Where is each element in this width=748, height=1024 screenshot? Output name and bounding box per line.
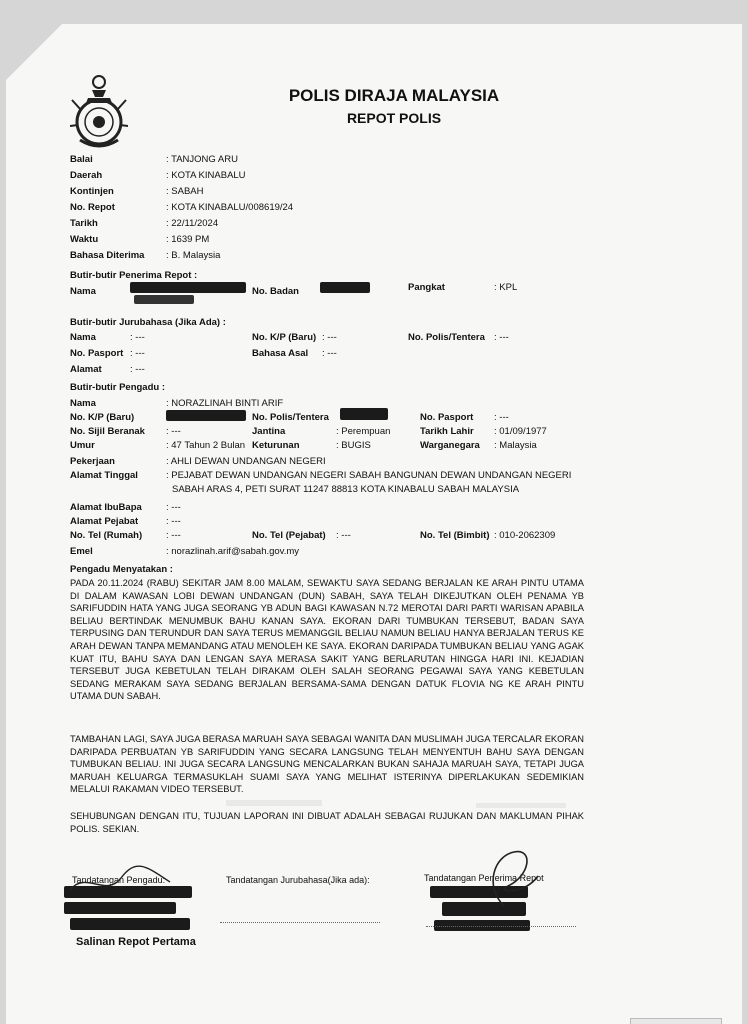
label-pekerjaan: Pekerjaan <box>70 456 115 467</box>
value-juru-pasport: : --- <box>130 348 145 359</box>
signature-penerima-scribble <box>464 846 544 910</box>
value-keturunan: : BUGIS <box>336 440 371 451</box>
value-balai: : TANJONG ARU <box>166 154 238 165</box>
label-alamat-tinggal: Alamat Tinggal <box>70 470 138 481</box>
value-bahasa: : B. Malaysia <box>166 250 221 261</box>
value-tarikh: : 22/11/2024 <box>166 218 219 229</box>
label-jantina: Jantina <box>252 426 286 437</box>
label-keturunan: Keturunan <box>252 440 300 451</box>
section-pengadu: Butir-butir Pengadu : <box>70 382 165 393</box>
value-juru-bahasa: : --- <box>322 348 337 359</box>
value-alamat-ibubapa: : --- <box>166 502 181 513</box>
label-tel-pejabat: No. Tel (Pejabat) <box>252 530 326 541</box>
label-juru-pasport: No. Pasport <box>70 348 124 359</box>
section-penerima: Butir-butir Penerima Repot : <box>70 270 198 281</box>
value-alamat-tinggal-1: : PEJABAT DEWAN UNDANGAN NEGERI SABAH BANGUNAN DEWAN UNDANGAN NEGERI <box>166 470 572 481</box>
label-tarikh: Tarikh <box>70 218 98 229</box>
label-sijil: No. Sijil Beranak <box>70 426 145 437</box>
label-waktu: Waktu <box>70 234 99 245</box>
sig-label-penerima: Tandatangan Penerima Repot <box>424 873 544 883</box>
statement-paragraph-2: TAMBAHAN LAGI, SAYA JUGA BERASA MARUAH SAYA SEBAGAI WANITA DAN MUSLIMAH JUGA TERCALAR EKORAN DARIPADA PERBUATAN YB SARIFUDDIN YANG SECARA LANGSUNG TELAH MENYENTUH BAHU SAYA DENGAN TUMBUKAN BELIAU. INI JUGA SECARA LANGSUNG MENCALARKAN BUKAN SAHAJA MARUAH SAYA, TETAPI JUGA MARUAH KELUARGA TERMASUKLAH SUAMI SAYA YANG MELIHAT ISTERINYA DIPERLAKUKAN SEDEMIKIAN MELALUI RAKAMAN VIDEO TERSEBUT. <box>70 734 584 795</box>
redacted-signature-pengadu <box>64 902 176 914</box>
folded-corner <box>6 24 62 80</box>
label-juru-kp: No. K/P (Baru) <box>252 332 317 343</box>
value-tel-bimbit: : 010-2062309 <box>494 530 556 541</box>
signature-pengadu-scribble <box>66 860 176 900</box>
report-page <box>6 24 742 1024</box>
label-pengadu-polis: No. Polis/Tentera <box>252 412 329 423</box>
page-edge-tab <box>630 1018 722 1024</box>
redacted-badge <box>320 282 370 293</box>
value-waktu: : 1639 PM <box>166 234 210 245</box>
redacted-name <box>130 282 246 293</box>
label-pengadu-pasport: No. Pasport <box>420 412 474 423</box>
label-pangkat: Pangkat <box>408 282 445 293</box>
redacted-ic <box>166 410 246 421</box>
signature-line-penerima <box>426 926 576 927</box>
value-alamat-pejabat: : --- <box>166 516 181 527</box>
label-umur: Umur <box>70 440 95 451</box>
label-pengadu-kp: No. K/P (Baru) <box>70 412 135 423</box>
label-no-badan: No. Badan <box>252 286 299 297</box>
label-tel-rumah: No. Tel (Rumah) <box>70 530 143 541</box>
value-juru-alamat: : --- <box>130 364 145 375</box>
value-tel-rumah: : --- <box>166 530 181 541</box>
value-umur: : 47 Tahun 2 Bulan <box>166 440 246 451</box>
label-balai: Balai <box>70 154 93 165</box>
value-pekerjaan: : AHLI DEWAN UNDANGAN NEGERI <box>166 456 326 467</box>
value-kontinjen: : SABAH <box>166 186 204 197</box>
redacted-signature-pengadu <box>70 918 190 930</box>
label-tarikh-lahir: Tarikh Lahir <box>420 426 474 437</box>
signature-line-jurubahasa <box>220 922 380 923</box>
redacted-polis <box>340 408 388 420</box>
label-juru-alamat: Alamat <box>70 364 102 375</box>
label-penerima-nama: Nama <box>70 286 96 297</box>
label-kontinjen: Kontinjen <box>70 186 114 197</box>
section-menyatakan: Pengadu Menyatakan : <box>70 564 173 575</box>
label-juru-bahasa: Bahasa Asal <box>252 348 309 359</box>
bleed-through-mark <box>476 803 566 808</box>
value-juru-nama: : --- <box>130 332 145 343</box>
org-title: POLIS DIRAJA MALAYSIA <box>288 86 500 105</box>
footer-salinan: Salinan Repot Pertama <box>76 936 196 948</box>
value-no-repot: : KOTA KINABALU/008619/24 <box>166 202 294 213</box>
label-juru-polis: No. Polis/Tentera <box>408 332 485 343</box>
label-alamat-ibubapa: Alamat IbuBapa <box>70 502 142 513</box>
label-juru-nama: Nama <box>70 332 96 343</box>
value-juru-polis: : --- <box>494 332 509 343</box>
redacted-name-2 <box>134 295 194 304</box>
value-tarikh-lahir: : 01/09/1977 <box>494 426 547 437</box>
label-emel: Emel <box>70 546 93 557</box>
value-jantina: : Perempuan <box>336 426 391 437</box>
value-pengadu-pasport: : --- <box>494 412 509 423</box>
police-crest-logo <box>70 70 128 148</box>
label-tel-bimbit: No. Tel (Bimbit) <box>420 530 490 541</box>
label-pengadu-nama: Nama <box>70 398 96 409</box>
value-pangkat: : KPL <box>494 282 518 293</box>
value-sijil: : --- <box>166 426 181 437</box>
bleed-through-mark <box>226 800 322 806</box>
statement-paragraph-1: PADA 20.11.2024 (RABU) SEKITAR JAM 8.00 MALAM, SEWAKTU SAYA SEDANG BERJALAN KE ARAH PINTU UTAMA DI DALAM KAWASAN LOBI DEWAN UNDANGAN (DUN) SABAH, SAYA TELAH DIKEJUTKAN OLEH PENAMA YB SARIFUDDIN HATA YANG JUGA SEORANG YB ADUN BAGI KAWASAN N.72 MEROTAI DARI PARTI WARISAN APABILA BELIAU BERTINDAK MENUMBUK BAHU KANAN SAYA. EKORAN DARI TUMBUKAN TERSEBUT, BADAN SAYA TERPUSING DAN TERUNDUR DAN SAYA TERUS MEMANGGIL BELIAU NAMUN BELIAU HANYA BERJALAN TERUS KE ARAH DEWAN TANPA MEMANDANG ATAU MENOLEH KE SAYA. EKORAN DARIPADA TUMBUKAN BELIAU YANG AGAK KUAT ITU, BAHU SAYA DAN LENGAN SAYA MERASA SAKIT YANG BERLARUTAN HINGGA HARI INI. KEJADIAN TERSEBUT JUGA KEBETULAN TELAH DIRAKAM OLEH SALAH SEORANG PEGAWAI SAYA YANG KEBETULAN SEDANG MERAKAM SAYA SEDANG BERJALAN BERSAMA-SAMA DENGAN DATUK FLOVIA NG KE ARAH PINTU UTAMA DUN SABAH. <box>70 578 584 702</box>
value-pengadu-nama: : NORAZLINAH BINTI ARIF <box>166 398 284 409</box>
value-emel: : norazlinah.arif@sabah.gov.my <box>166 546 300 557</box>
section-jurubahasa: Butir-butir Jurubahasa (Jika Ada) : <box>70 317 226 328</box>
value-juru-kp: : --- <box>322 332 337 343</box>
label-daerah: Daerah <box>70 170 103 181</box>
doc-title: REPOT POLIS <box>346 110 442 126</box>
value-daerah: : KOTA KINABALU <box>166 170 246 181</box>
label-warganegara: Warganegara <box>420 440 480 451</box>
label-alamat-pejabat: Alamat Pejabat <box>70 516 139 527</box>
label-bahasa: Bahasa Diterima <box>70 250 145 261</box>
value-warganegara: : Malaysia <box>494 440 537 451</box>
statement-paragraph-3: SEHUBUNGAN DENGAN ITU, TUJUAN LAPORAN INI DIBUAT ADALAH SEBAGAI RUJUKAN DAN MAKLUMAN PIHAK POLIS. SEKIAN. <box>70 811 584 834</box>
value-tel-pejabat: : --- <box>336 530 351 541</box>
label-no-repot: No. Repot <box>70 202 115 213</box>
value-alamat-tinggal-2: SABAH ARAS 4, PETI SURAT 11247 88813 KOTA KINABALU SABAH MALAYSIA <box>172 484 520 495</box>
sig-label-jurubahasa: Tandatangan Jurubahasa(Jika ada): <box>226 875 370 885</box>
sig-label-pengadu: Tandatangan Pengadu: <box>72 875 166 885</box>
